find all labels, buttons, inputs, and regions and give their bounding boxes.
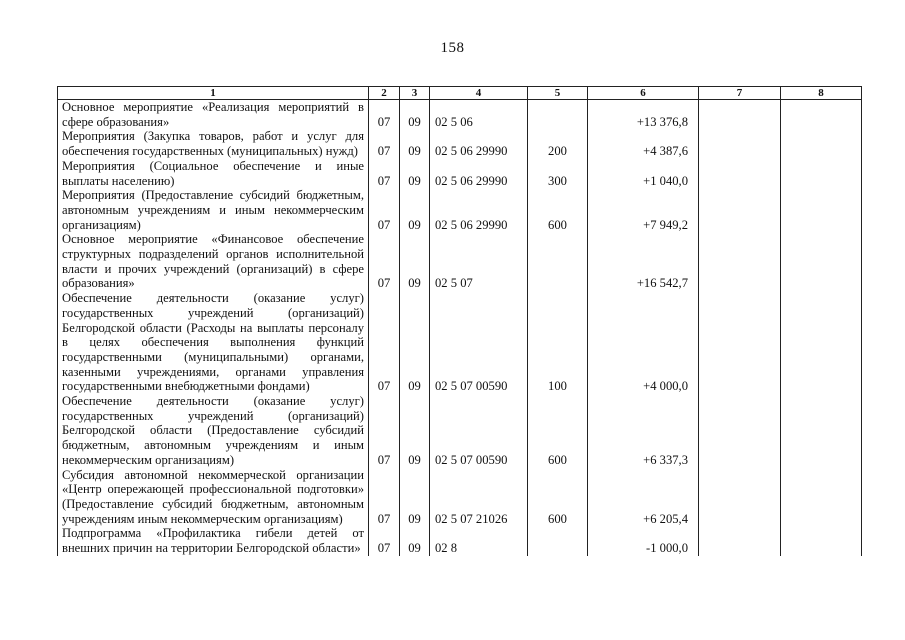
row-amount: +16 542,7 xyxy=(588,232,699,291)
row-name: Мероприятия (Закупка товаров, работ и услуг для обеспечения государственных (муниципальных) нужд) xyxy=(58,129,369,158)
row-section: 07 xyxy=(369,159,400,188)
row-name: Обеспечение деятельности (оказание услуг) государственных учреждений (организаций) Белгородской области (Предоставление субсидий бюджетным, автономным учреждениям и иным некоммерческим организациям) xyxy=(58,394,369,468)
row-subsection: 09 xyxy=(400,526,430,555)
row-col-8 xyxy=(781,468,862,527)
row-expense-type: 600 xyxy=(528,468,588,527)
row-amount: +13 376,8 xyxy=(588,100,699,130)
row-col-8 xyxy=(781,232,862,291)
row-col-7 xyxy=(699,188,781,232)
header-col-8: 8 xyxy=(781,87,862,100)
row-section: 07 xyxy=(369,526,400,555)
table-row xyxy=(58,159,862,188)
row-name: Основное мероприятие «Реализация мероприятий в сфере образования» xyxy=(58,100,369,130)
row-col-7 xyxy=(699,526,781,555)
row-col-8 xyxy=(781,100,862,130)
header-col-4: 4 xyxy=(430,87,528,100)
header-col-3: 3 xyxy=(400,87,430,100)
table-row xyxy=(58,100,862,130)
row-subsection: 09 xyxy=(400,188,430,232)
row-col-8 xyxy=(781,291,862,394)
row-subsection: 09 xyxy=(400,291,430,394)
row-target-code: 02 5 07 00590 xyxy=(430,291,528,394)
row-expense-type: 600 xyxy=(528,394,588,468)
row-section: 07 xyxy=(369,129,400,158)
row-subsection: 09 xyxy=(400,159,430,188)
table-row xyxy=(58,468,862,527)
row-expense-type xyxy=(528,526,588,555)
table-row xyxy=(58,232,862,291)
row-expense-type xyxy=(528,100,588,130)
header-col-5: 5 xyxy=(528,87,588,100)
row-col-8 xyxy=(781,394,862,468)
row-section: 07 xyxy=(369,291,400,394)
row-col-7 xyxy=(699,100,781,130)
row-col-7 xyxy=(699,232,781,291)
row-section: 07 xyxy=(369,100,400,130)
row-col-7 xyxy=(699,291,781,394)
row-name: Основное мероприятие «Финансовое обеспечение структурных подразделений органов исполнительной власти и прочих учреждений (организаций) в сфере образования» xyxy=(58,232,369,291)
row-col-7 xyxy=(699,394,781,468)
row-target-code: 02 5 07 21026 xyxy=(430,468,528,527)
row-target-code: 02 5 07 00590 xyxy=(430,394,528,468)
row-amount: +6 337,3 xyxy=(588,394,699,468)
row-target-code: 02 5 06 29990 xyxy=(430,129,528,158)
row-target-code: 02 8 xyxy=(430,526,528,555)
row-expense-type: 200 xyxy=(528,129,588,158)
row-col-8 xyxy=(781,159,862,188)
row-expense-type xyxy=(528,232,588,291)
table-row xyxy=(58,291,862,394)
row-amount: -1 000,0 xyxy=(588,526,699,555)
header-col-7: 7 xyxy=(699,87,781,100)
table-row xyxy=(58,526,862,555)
row-section: 07 xyxy=(369,468,400,527)
row-col-7 xyxy=(699,159,781,188)
row-subsection: 09 xyxy=(400,100,430,130)
row-section: 07 xyxy=(369,232,400,291)
table-row xyxy=(58,188,862,232)
row-target-code: 02 5 06 xyxy=(430,100,528,130)
header-col-6: 6 xyxy=(588,87,699,100)
row-amount: +6 205,4 xyxy=(588,468,699,527)
row-section: 07 xyxy=(369,188,400,232)
row-col-8 xyxy=(781,129,862,158)
row-col-7 xyxy=(699,468,781,527)
row-col-7 xyxy=(699,129,781,158)
row-amount: +4 000,0 xyxy=(588,291,699,394)
row-amount: +1 040,0 xyxy=(588,159,699,188)
row-amount: +7 949,2 xyxy=(588,188,699,232)
row-name: Субсидия автономной некоммерческой организации «Центр опережающей профессиональной подготовки» (Предоставление субсидий бюджетным, автономным учреждениям иным некоммерческим организациям) xyxy=(58,468,369,527)
page-number: 158 xyxy=(440,40,465,56)
row-subsection: 09 xyxy=(400,232,430,291)
row-section: 07 xyxy=(369,394,400,468)
budget-table xyxy=(57,86,862,556)
row-target-code: 02 5 06 29990 xyxy=(430,188,528,232)
row-subsection: 09 xyxy=(400,394,430,468)
table-row xyxy=(58,394,862,468)
table-header-row xyxy=(58,87,862,100)
row-name: Мероприятия (Предоставление субсидий бюджетным, автономным учреждениям и иным некоммерческим организациям) xyxy=(58,188,369,232)
row-subsection: 09 xyxy=(400,468,430,527)
row-subsection: 09 xyxy=(400,129,430,158)
table-row xyxy=(58,129,862,158)
header-col-2: 2 xyxy=(369,87,400,100)
row-name: Подпрограмма «Профилактика гибели детей от внешних причин на территории Белгородской области» xyxy=(58,526,369,555)
row-expense-type: 100 xyxy=(528,291,588,394)
row-target-code: 02 5 07 xyxy=(430,232,528,291)
row-name: Мероприятия (Социальное обеспечение и иные выплаты населению) xyxy=(58,159,369,188)
row-name: Обеспечение деятельности (оказание услуг) государственных учреждений (организаций) Белгородской области (Расходы на выплаты персоналу в целях обеспечения выполнения функций государственными (муниципальными) органами, казенными учреждениями, органами управления государственными внебюджетными фондами) xyxy=(58,291,369,394)
row-col-8 xyxy=(781,526,862,555)
row-expense-type: 600 xyxy=(528,188,588,232)
row-expense-type: 300 xyxy=(528,159,588,188)
header-col-1: 1 xyxy=(58,87,369,100)
row-amount: +4 387,6 xyxy=(588,129,699,158)
row-target-code: 02 5 06 29990 xyxy=(430,159,528,188)
row-col-8 xyxy=(781,188,862,232)
